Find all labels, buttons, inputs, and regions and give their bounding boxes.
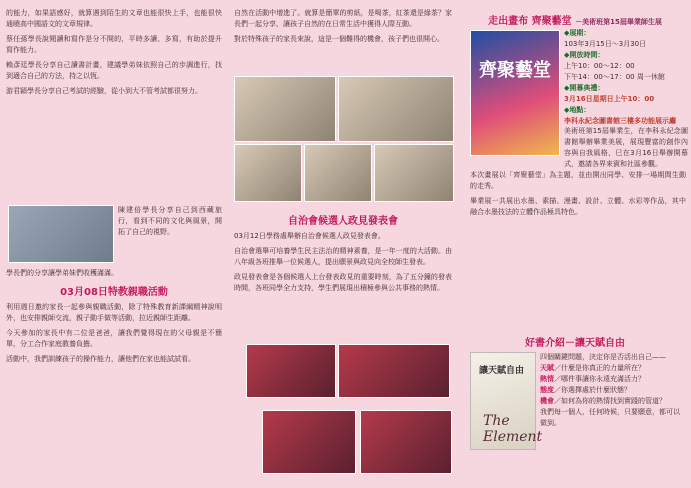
question-key: 機會 xyxy=(540,397,554,405)
info-value: 103年3月15日～3月30日 xyxy=(564,40,647,48)
paragraph: 學長們的分享讓學弟妹們收穫滿滿。 xyxy=(6,269,118,277)
paragraph: 的能力，如果語感好，就算遇到陌生的文章也能很快上手，也能很快通曉高中國語文的文章規律。 xyxy=(6,9,222,28)
exhibition-info xyxy=(564,28,688,127)
paragraph: 美術班第15屆畢業生，在李科永紀念圖書館舉辦畢業美展，展現豐富的創作內容與自我風格，巳在3月16日舉辦開幕式，邀請各界來賓和社區參觀。 xyxy=(564,127,688,168)
paragraph: 對於特殊孩子的家長來說，這是一個難得的機會，孩子們也很開心。 xyxy=(234,35,444,43)
question xyxy=(540,385,686,396)
column-left-side xyxy=(118,205,222,242)
question xyxy=(540,374,686,385)
info-value: 李科永紀念圖書館三樓多功能展示廳 xyxy=(564,117,676,125)
activity-photo xyxy=(234,76,336,142)
exhibition-poster xyxy=(470,30,560,156)
question-key: 態度 xyxy=(540,386,554,394)
column-middle-lower xyxy=(234,208,452,298)
book-section xyxy=(464,330,686,353)
paragraph: 游君穎學長分享自己考試的經驗，從小到大不管考試都很努力。 xyxy=(6,87,202,95)
election-photo xyxy=(338,344,450,398)
paragraph: 03月12日學務處舉辦自治會候選人政見發表會。 xyxy=(234,232,385,240)
paragraph: 自治會選舉可培養學生民主法治的精神素養，是一年一度的大活動。由八年級各班推舉一位候選人，提出願景與政見向全校師生發表。 xyxy=(234,247,452,266)
question-text: ／你選擇處於什麼狀態？ xyxy=(554,386,631,394)
info-label: ◆開放時間： xyxy=(564,51,605,59)
paragraph: 政見發表會是各個候選人上台發表政見的重要時刻，為了五分鐘的發表時間，各班同學全力支持，學生們展現出積極參與公共事務的熱情。 xyxy=(234,273,452,292)
activity-photo xyxy=(234,144,302,202)
exhibition-title: 走出畫布 齊聚藝堂 xyxy=(488,16,572,27)
info-value: 上午10：00～12：00 xyxy=(564,62,635,70)
paragraph: 活動中，我們訓練孩子的操作能力，讓他們在家也能試試看。 xyxy=(6,355,195,363)
question-text: ／如何為你的熱情找到實踐的管道？ xyxy=(554,397,666,405)
book-cover-title: 讓天賦自由 xyxy=(479,366,525,376)
book-questions xyxy=(540,352,686,429)
info-label: ◆展期： xyxy=(564,29,591,37)
info-value: 下午14：00～17：00 周一休館 xyxy=(564,73,665,81)
column-right-side xyxy=(564,126,688,174)
book-cover xyxy=(470,352,543,450)
section-heading xyxy=(464,12,686,27)
book-cover-subtitle: The Element xyxy=(483,413,543,445)
column-left-lower xyxy=(6,268,222,369)
section-heading: 03月08日特教親職活動 xyxy=(60,287,168,298)
question xyxy=(540,396,686,407)
activity-photo xyxy=(374,144,454,202)
column-left xyxy=(6,8,222,101)
paragraph: 賴彥廷學長分享自己讀書計畫，建議學弟妹依照自己的步調進行，找到適合自己的方法，持之以恆。 xyxy=(6,61,222,80)
book-ending: 我們每一個人，任何時候，只要願意，都可以做到。 xyxy=(540,408,680,427)
exhibition-subtitle: －美術班第15屆畢業師生展 xyxy=(575,18,662,26)
info-label: ◆開幕典禮： xyxy=(564,84,605,92)
question-text: ／什麼是你真正的力量所在？ xyxy=(554,364,645,372)
column-middle xyxy=(234,8,452,49)
paragraph: 畢業展一共展出水墨、素描、漫畫、設計、立體、水彩等作品，其中融合水墨技法的立體作品極具特色。 xyxy=(470,197,686,216)
paragraph: 陳建倍學長分享自己到西藏旅行，看到不同的文化與風景，開拓了自己的視野。 xyxy=(118,206,222,236)
election-photo xyxy=(360,410,452,474)
info-label: ◆地點： xyxy=(564,106,591,114)
book-intro: 四個關鍵問題，決定你是否活出自己—— xyxy=(540,353,666,361)
section-heading: 自治會候選人政見發表會 xyxy=(288,216,398,227)
question-key: 熱情 xyxy=(540,375,554,383)
section-heading: 好書介紹－讓天賦自由 xyxy=(525,338,625,349)
poster-title: 齊聚藝堂 xyxy=(479,60,551,81)
paragraph: 自然在活動中增進了。就算是簡單的剪紙，是喝茶，紅茶還是綠茶？家長們一起分享，讓孩子自然的在日常生活中獲得人際互動。 xyxy=(234,9,452,28)
paragraph: 本次畫展以「齊聚藝堂」為主題，並由開出同學、安排一場期間生動的走秀。 xyxy=(470,171,686,190)
paragraph: 利用週日邀約家長一起參與親職活動，除了特殊教育新課綱精神說明外，也安排親師交流，親子動手做等活動，拉近親師生距離。 xyxy=(6,303,222,322)
activity-photo xyxy=(304,144,372,202)
column-right-lower xyxy=(470,170,686,222)
speaker-photo xyxy=(8,205,114,263)
election-photo xyxy=(262,410,356,474)
paragraph: 蔡任孫學長說閱讀和寫作是分不開的，平時多讀、多寫，有助於提升寫作能力。 xyxy=(6,35,222,54)
election-photo xyxy=(246,344,336,398)
question xyxy=(540,363,686,374)
info-value: 3月16日星期日上午10：00 xyxy=(564,95,655,103)
activity-photo xyxy=(338,76,454,142)
question-key: 天賦 xyxy=(540,364,554,372)
question-text: ／哪件事讓你永遠充滿活力？ xyxy=(554,375,645,383)
paragraph: 今天參加的家長中有二位是爸爸，讓我們覺得現在的父母親是不簡單，分工合作家庭教養負擔。 xyxy=(6,329,222,348)
